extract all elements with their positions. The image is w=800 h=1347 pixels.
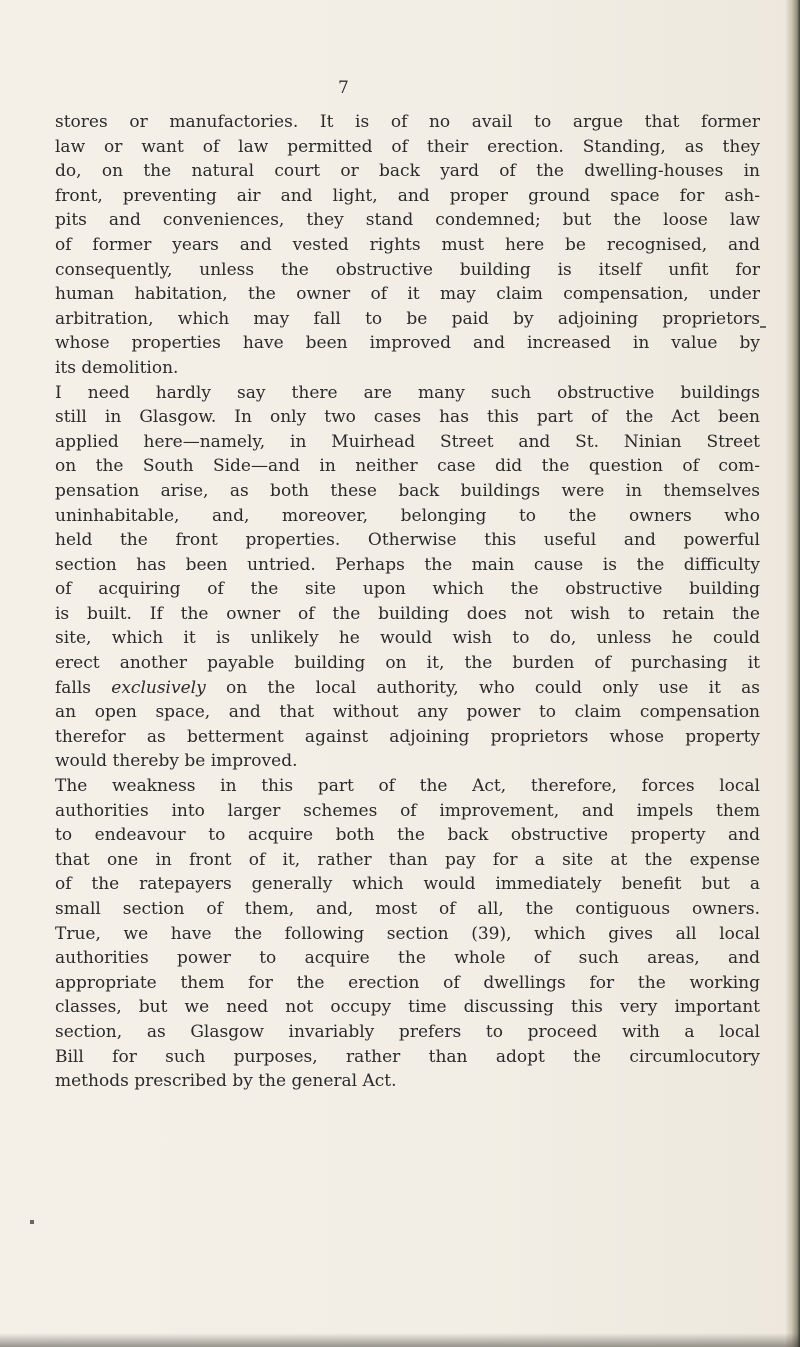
text-line: applied here—namely, in Muirhead Street and St. Ninian Street xyxy=(55,431,760,452)
text-line: law or want of law permitted of their erection. Standing, as they xyxy=(55,136,760,157)
text-line: classes, but we need not occupy time discussing this very important xyxy=(55,997,760,1018)
text-line: True, we have the following section (39), which gives all local xyxy=(55,923,760,944)
text-fragment: falls xyxy=(55,677,92,698)
text-line: uninhabitable, and, moreover, belonging to the owners who xyxy=(55,505,760,526)
text-line: therefor as betterment against adjoining proprietors whose property xyxy=(55,726,760,747)
text-line: front, preventing air and light, and proper ground space for ash- xyxy=(55,185,760,206)
text-line: erect another payable building on it, the burden of purchasing it xyxy=(55,653,760,674)
margin-mark xyxy=(760,326,766,328)
text-line: to endeavour to acquire both the back obstructive property and xyxy=(55,825,760,846)
emphasis-text: exclusively xyxy=(111,677,206,698)
text-line: whose properties have been improved and increased in value by xyxy=(55,333,760,354)
text-line: I need hardly say there are many such obstructive buildings xyxy=(55,382,760,403)
text-line: small section of them, and, most of all, the contiguous owners. xyxy=(55,899,760,919)
text-line: authorities power to acquire the whole of such areas, and xyxy=(55,948,760,969)
text-line: Bill for such purposes, rather than adopt the circumlocutory xyxy=(55,1046,760,1067)
page-edge-shadow xyxy=(786,0,800,1347)
text-line: on the South Side—and in neither case did the question of com- xyxy=(55,456,760,477)
bottom-edge-shadow xyxy=(0,1333,800,1347)
text-line-with-emphasis xyxy=(55,676,760,701)
text-line: an open space, and that without any power to claim compensation xyxy=(55,702,760,723)
text-line: do, on the natural court or back yard of the dwelling-houses in xyxy=(55,161,760,182)
body-text xyxy=(55,110,760,1094)
text-line: is built. If the owner of the building does not wish to retain the xyxy=(55,603,760,624)
text-fragment: on the local authority, who could only use it as xyxy=(225,677,761,698)
margin-mark xyxy=(30,1220,34,1224)
text-line: The weakness in this part of the Act, therefore, forces local xyxy=(55,776,760,797)
text-line: section, as Glasgow invariably prefers to proceed with a local xyxy=(55,1021,760,1042)
text-line: stores or manufactories. It is of no avail to argue that former xyxy=(55,112,760,132)
text-line: that one in front of it, rather than pay for a site at the expense xyxy=(55,849,760,870)
text-line: held the front properties. Otherwise this useful and powerful xyxy=(55,530,760,551)
text-line: its demolition. xyxy=(55,357,179,378)
text-line: human habitation, the owner of it may claim compensation, under xyxy=(55,284,760,305)
text-line: section has been untried. Perhaps the main cause is the difficulty xyxy=(55,554,760,575)
text-line: still in Glasgow. In only two cases has this part of the Act been xyxy=(55,407,760,428)
page-number: 7 xyxy=(338,78,349,98)
text-line: of acquiring of the site upon which the obstructive building xyxy=(55,579,760,600)
text-line: would thereby be improved. xyxy=(55,751,298,772)
text-line: authorities into larger schemes of improvement, and impels them xyxy=(55,800,760,821)
text-line: arbitration, which may fall to be paid by adjoining proprietors xyxy=(55,308,760,329)
text-line: appropriate them for the erection of dwellings for the working xyxy=(55,972,760,993)
text-line: methods prescribed by the general Act. xyxy=(55,1071,397,1092)
text-line: pensation arise, as both these back buildings were in themselves xyxy=(55,480,760,501)
text-line: site, which it is unlikely he would wish to do, unless he could xyxy=(55,628,760,649)
text-line: of the ratepayers generally which would immediately benefit but a xyxy=(55,874,760,895)
text-line: pits and conveniences, they stand condemned; but the loose law xyxy=(55,210,760,231)
text-line: consequently, unless the obstructive building is itself unfit for xyxy=(55,259,760,280)
text-line: of former years and vested rights must here be recognised, and xyxy=(55,234,760,255)
